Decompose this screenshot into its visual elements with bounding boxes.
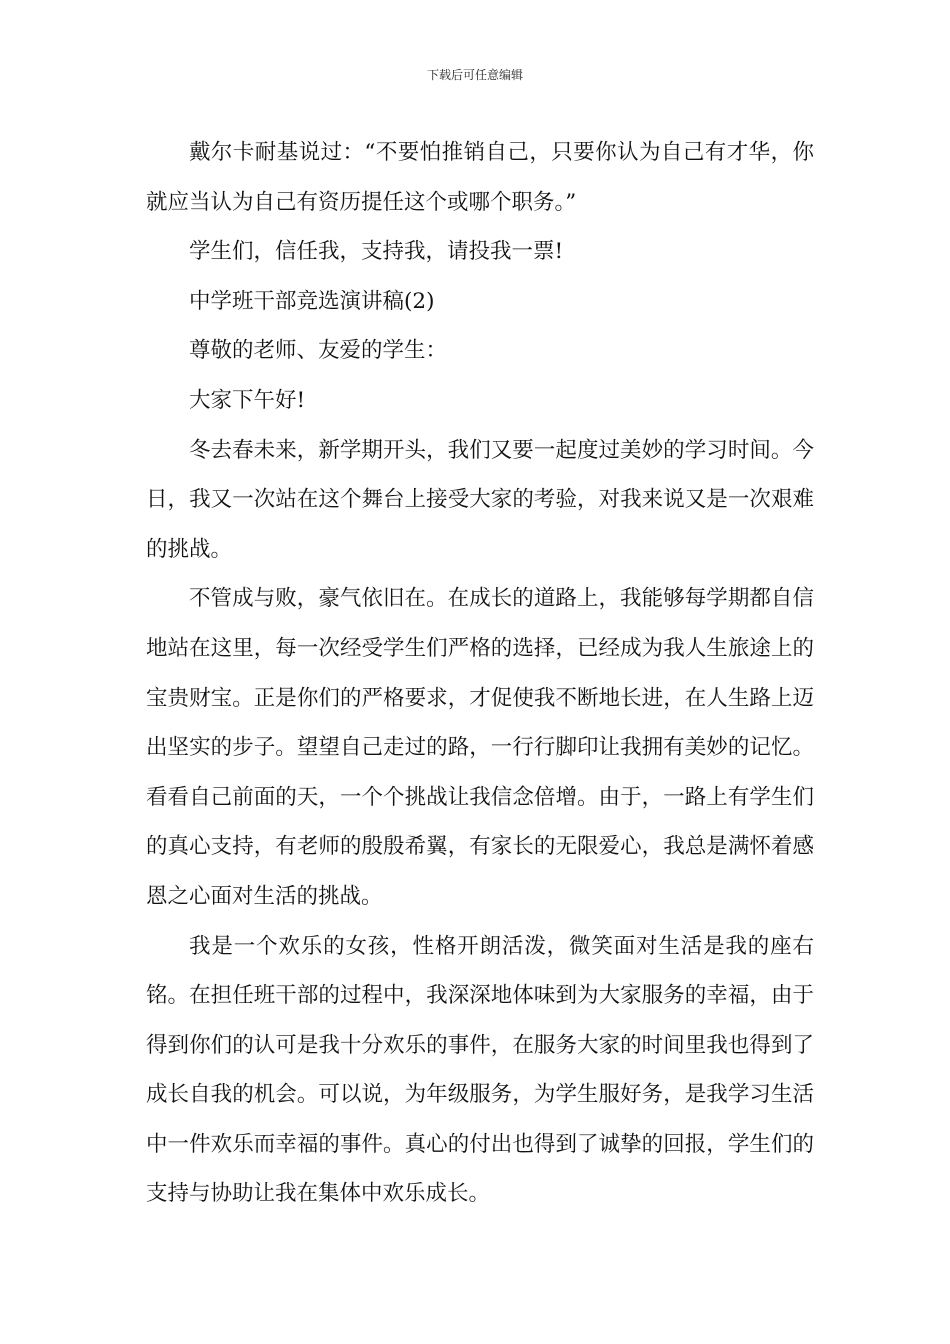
- paragraph-personality: 我是一个欢乐的女孩，性格开朗活泼，微笑面对生活是我的座右铭。在担任班干部的过程中，我深深地体味到为大家服务的幸福，由于得到你们的认可是我十分欢乐的事件，在服务大家的时间里我也得到了成长自我的机会。可以说，为年级服务，为学生服好务，是我学习生活中一件欢乐而幸福的事件。真心的付出也得到了诚挚的回报，学生们的支持与协助让我在集体中欢乐成长。: [146, 933, 814, 1207]
- speech-title: 中学班干部竞选演讲稿(2): [189, 288, 435, 314]
- greeting: 大家下午好!: [189, 387, 306, 413]
- paragraph-new-semester: 冬去春未来，新学期开头，我们又要一起度过美妙的学习时间。今日，我又一次站在这个舞台上接受大家的考验，对我来说又是一次艰难的挑战。: [146, 437, 814, 562]
- page-header: 下载后可任意编辑: [426, 68, 523, 82]
- paragraph-quote: 戴尔卡耐基说过：“不要怕推销自己，只要你认为自己有才华，你就应当认为自己有资历提任这个或哪个职务。”: [146, 140, 814, 215]
- paragraph-growth: 不管成与败，豪气依旧在。在成长的道路上，我能够每学期都自信地站在这里，每一次经受学生们严格的选择，已经成为我人生旅途上的宝贵财宝。正是你们的严格要求，才促使我不断地长进，在人生路上迈出坚实的步子。望望自己走过的路，一行行脚印让我拥有美妙的记忆。看看自己前面的天，一个个挑战让我信念倍增。由于，一路上有学生们的真心支持，有老师的殷殷希翼，有家长的无限爱心，我总是满怀着感恩之心面对生活的挑战。: [146, 586, 814, 909]
- document-body: [146, 128, 814, 1219]
- salutation: 尊敬的老师、友爱的学生：: [189, 338, 448, 364]
- paragraph-vote-request: 学生们，信任我，支持我，请投我一票!: [189, 239, 564, 265]
